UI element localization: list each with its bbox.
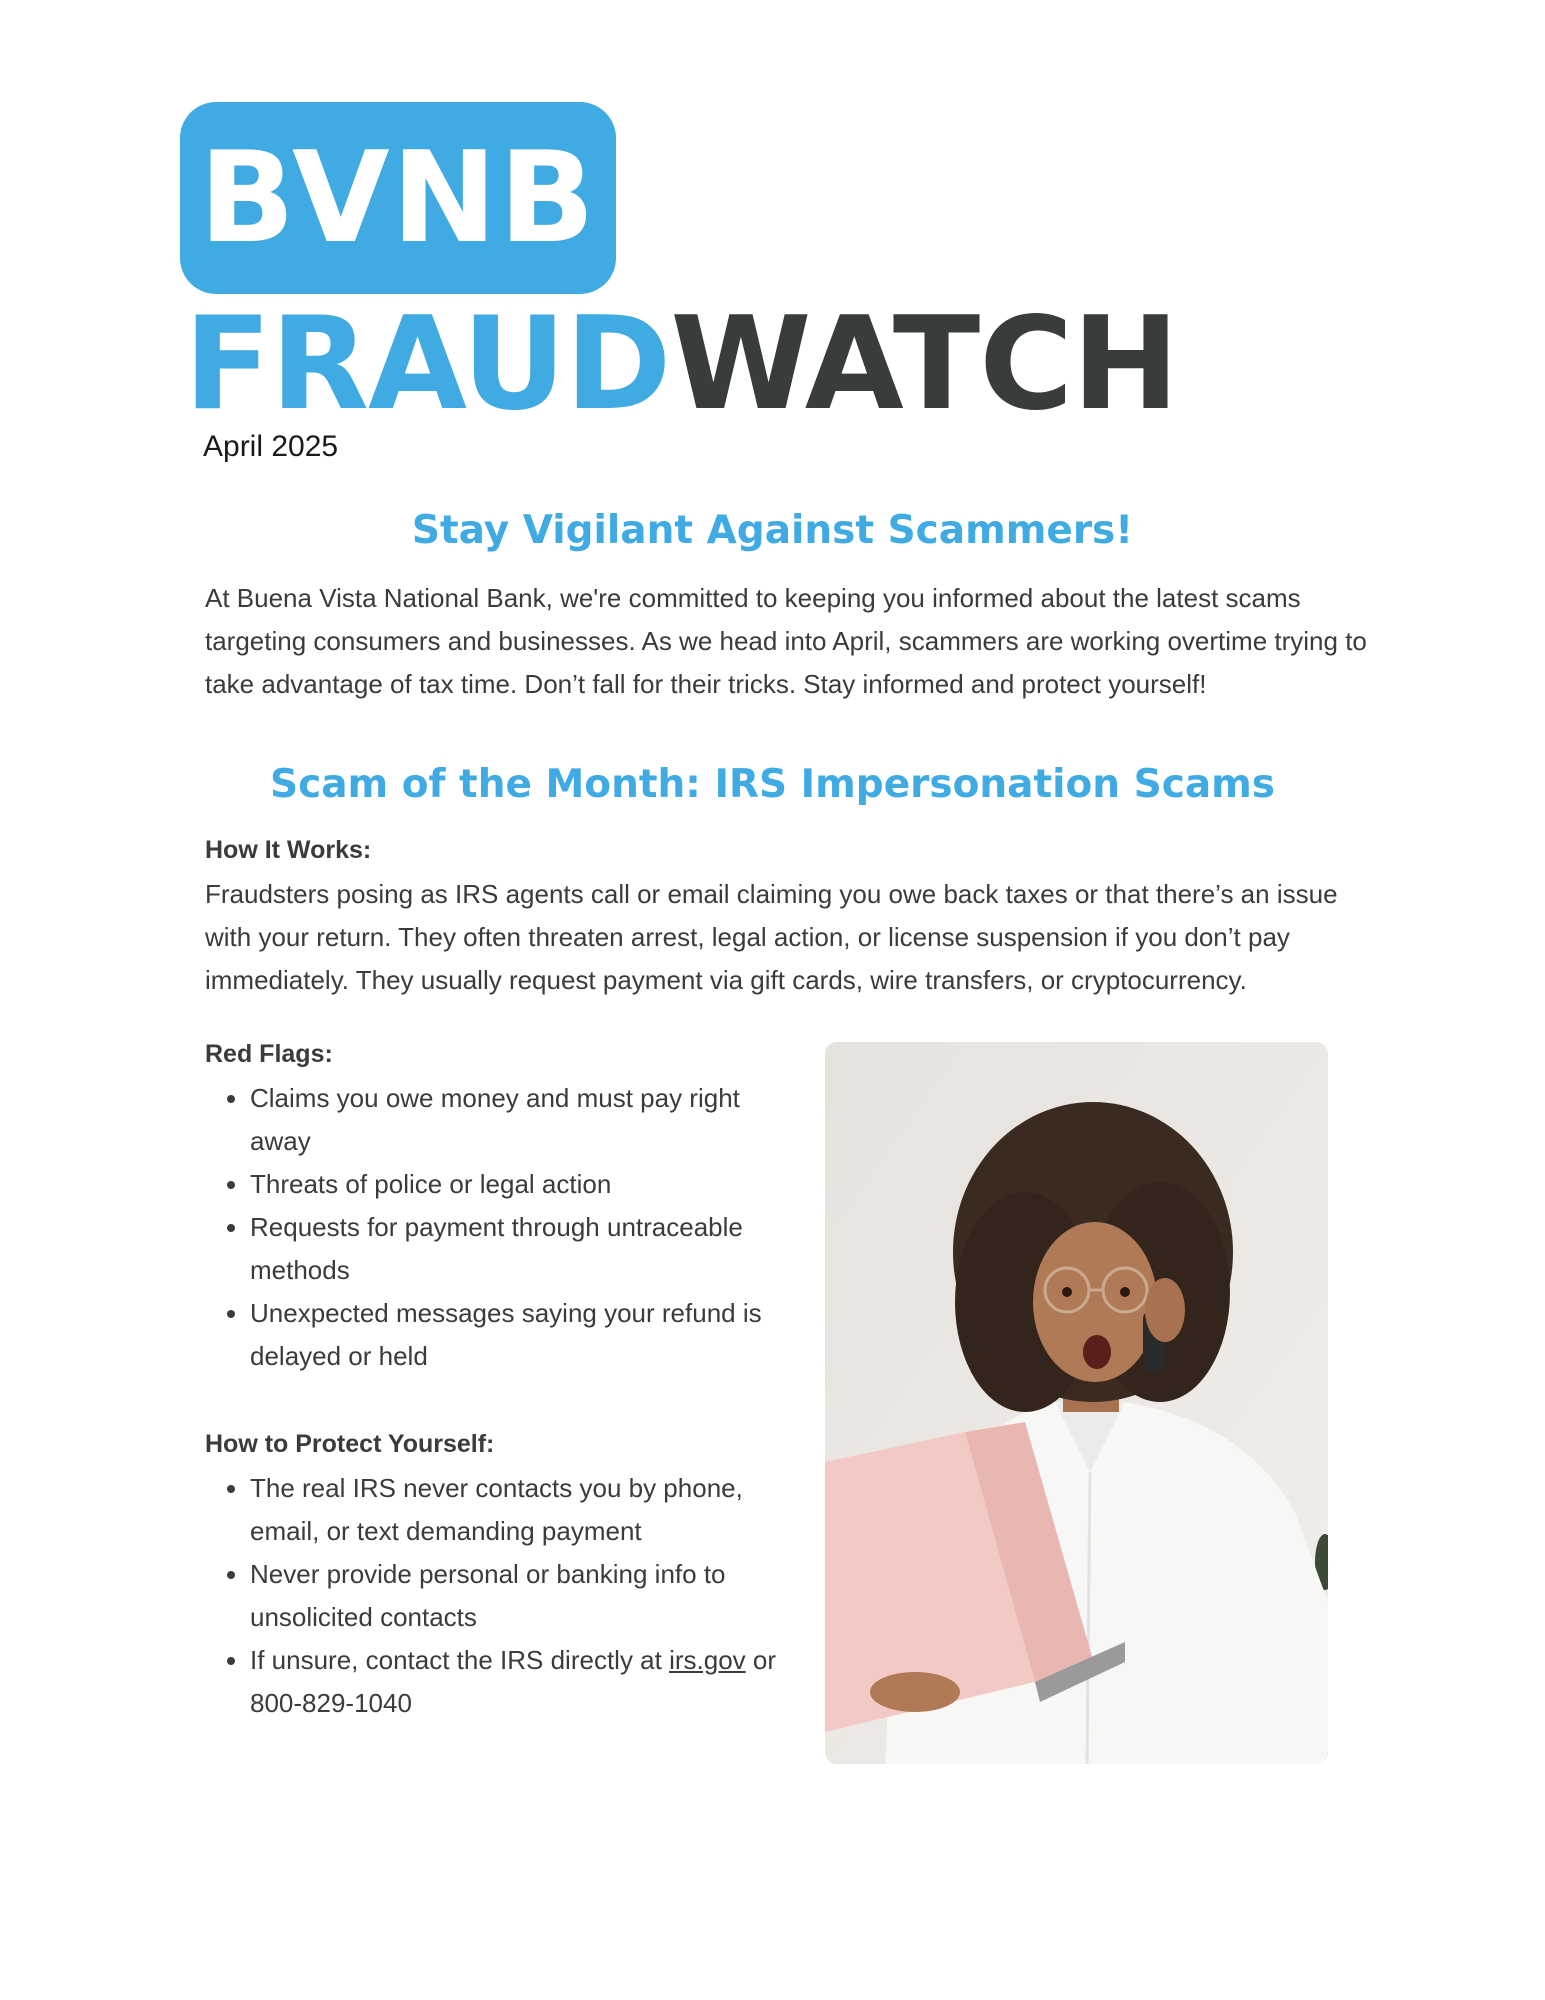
fraudwatch-wordmark [184, 290, 1179, 439]
protect-label: How to Protect Yourself: [205, 1430, 495, 1458]
wordmark-watch: WATCH [670, 290, 1179, 439]
how-it-works-paragraph: Fraudsters posing as IRS agents call or email claiming you owe back taxes or that there’s an issue with your return. They often threaten arrest, legal action, or license suspension if you don’t pay immediately. They usually request payment via gift cards, wire transfers, or cryptocurrency. [205, 879, 1338, 995]
intro-heading: Stay Vigilant Against Scammers! [411, 508, 1134, 553]
issue-date: April 2025 [203, 430, 339, 463]
contact-text-suffix: or 800-829-1040 [250, 1645, 777, 1718]
red-flags-label: Red Flags: [205, 1040, 333, 1068]
intro-paragraph: At Buena Vista National Bank, we're committed to keeping you informed about the latest scams targeting consumers and businesses. As we head into April, scammers are working overtime trying to take advantage of tax time. Don’t fall for their tricks. Stay informed and protect yourself! [205, 583, 1367, 699]
list-item: • Unexpected messages saying your refund is delayed or held [250, 1292, 790, 1378]
irs-link[interactable]: irs.gov [669, 1645, 746, 1675]
scam-heading: Scam of the Month: IRS Impersonation Scams [269, 762, 1276, 807]
protect-list [205, 1467, 790, 1725]
photo-illustration [825, 1042, 1328, 1764]
list-item: • The real IRS never contacts you by phone, email, or text demanding payment [250, 1467, 790, 1553]
surprised-woman-photo [825, 1042, 1328, 1764]
bvnb-logo-box [180, 102, 616, 294]
list-item: • Never provide personal or banking info to unsolicited contacts [250, 1553, 790, 1639]
list-item: • Threats of police or legal action [250, 1163, 790, 1206]
contact-text-prefix: If unsure, contact the IRS directly at [250, 1645, 670, 1675]
wordmark-fraud: FRAUD [184, 290, 671, 439]
list-item: • Claims you owe money and must pay right away [250, 1077, 790, 1163]
how-it-works-label: How It Works: [205, 836, 372, 864]
list-item [250, 1639, 790, 1725]
logo-text: BVNB [199, 124, 597, 271]
list-item: • Requests for payment through untraceable methods [250, 1206, 790, 1292]
red-flags-list [205, 1077, 790, 1378]
